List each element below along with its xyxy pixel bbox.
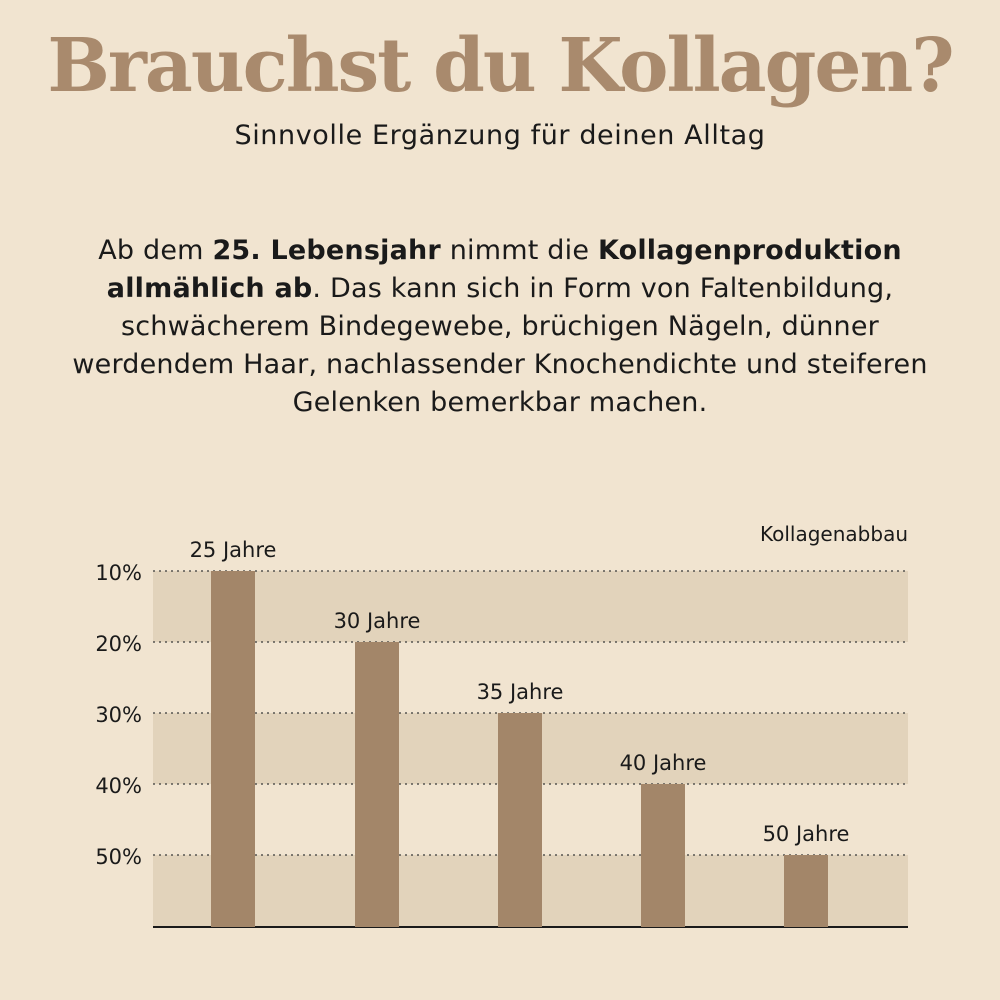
intro-text-3: . Das kann sich in Form von Faltenbildung, schwächerem Bindegewebe, brüchigen Nägeln, dünner werdendem Haar, nachlassender Knochendichte und steiferen Gelenken bemerkbar machen. [72,273,928,418]
bar [641,784,685,927]
bar [784,855,828,927]
bar [498,713,542,927]
bar [211,571,255,927]
y-tick-label: 40% [95,774,142,798]
bar-label: 50 Jahre [762,822,850,846]
y-tick-label: 10% [95,561,142,585]
bar-label: 30 Jahre [333,609,421,633]
page-title: Brauchst du Kollagen? [47,23,953,109]
intro-bold-production: Kollagenproduktion allmählich ab [106,235,902,304]
grid-band [153,571,908,642]
page-subtitle: Sinnvolle Ergänzung für deinen Alltag [234,120,766,151]
bar-label: 25 Jahre [189,538,277,562]
intro-text-1: Ab dem [98,235,213,266]
bar-label: 40 Jahre [619,751,707,775]
intro-text-2: nimmt die [440,235,598,266]
y-tick-label: 30% [95,703,142,727]
series-label: Kollagenabbau [760,522,908,546]
bar-label: 35 Jahre [476,680,564,704]
intro-bold-age: 25. Lebensjahr [212,235,441,266]
y-tick-label: 20% [95,632,142,656]
bar [355,642,399,927]
y-tick-label: 50% [95,845,142,869]
